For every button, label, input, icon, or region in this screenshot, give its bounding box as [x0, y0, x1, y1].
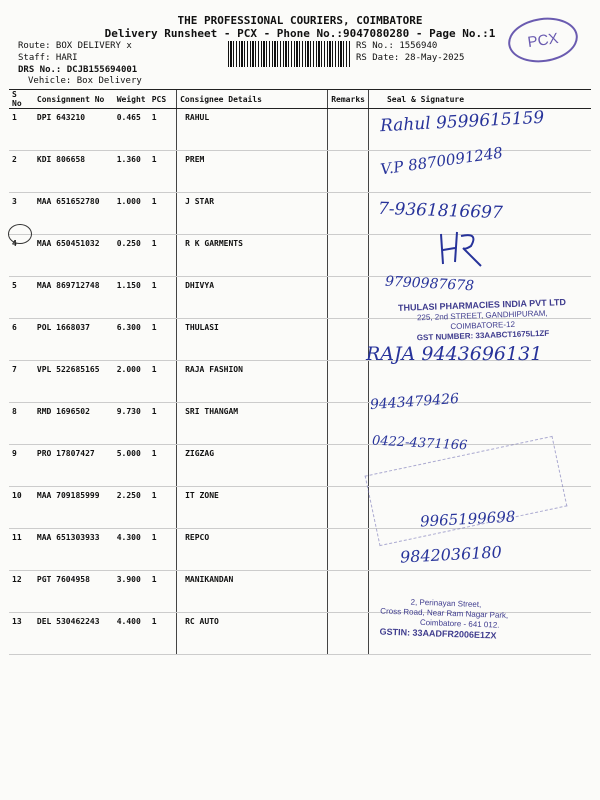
table-row — [9, 529, 591, 571]
cell-pcs: 1 — [149, 487, 177, 529]
col-signature-header: Seal & Signature — [368, 90, 591, 109]
cell-consignee: REPCO — [177, 529, 328, 571]
cell-weight: 4.300 — [114, 529, 149, 571]
cell-pcs: 1 — [149, 193, 177, 235]
cell-consignee: ZIGZAG — [177, 445, 328, 487]
cell-sno: 2 — [9, 151, 34, 193]
cell-consignee: THULASI — [177, 319, 328, 361]
cell-weight: 0.465 — [114, 109, 149, 151]
cell-pcs: 1 — [149, 403, 177, 445]
rs-date: RS Date: 28-May-2025 — [356, 53, 465, 63]
cell-pcs: 1 — [149, 151, 177, 193]
pcx-stamp: PCX — [505, 13, 580, 66]
cell-weight: 3.900 — [114, 571, 149, 613]
cell-remarks — [328, 403, 369, 445]
table-row — [9, 193, 591, 235]
cell-sno: 7 — [9, 361, 34, 403]
signature-dhivya: 9790987678 — [384, 273, 475, 295]
thulasi-stamp: THULASI PHARMACIES INDIA PVT LTD 225, 2nd STREET, GANDHIPURAM, COIMBATORE-12 GST NUMBER: 33AABCT1675L1ZF — [397, 297, 567, 343]
cell-weight: 2.000 — [114, 361, 149, 403]
cell-remarks — [328, 193, 369, 235]
cell-pcs: 1 — [149, 529, 177, 571]
route-label: Route: BOX DELIVERY x — [18, 41, 132, 51]
cell-consignee: RC AUTO — [177, 613, 328, 655]
cell-consignment-no: RMD 1696502 — [34, 403, 114, 445]
cell-remarks — [328, 613, 369, 655]
cell-remarks — [328, 277, 369, 319]
cell-consignee: RAHUL — [177, 109, 328, 151]
cell-pcs: 1 — [149, 445, 177, 487]
runsheet-table — [9, 89, 591, 655]
cell-pcs: 1 — [149, 319, 177, 361]
signature-rk-garments — [435, 228, 495, 268]
col-consignment-header: Consignment No — [34, 90, 114, 109]
cell-consignment-no: MAA 709185999 — [34, 487, 114, 529]
cell-consignment-no: MAA 651652780 — [34, 193, 114, 235]
cell-pcs: 1 — [149, 361, 177, 403]
cell-consignee: R K GARMENTS — [177, 235, 328, 277]
cell-sno: 12 — [9, 571, 34, 613]
signature-prem: V.P 8870091248 — [379, 143, 504, 179]
signature-repco: 9965199698 — [419, 507, 516, 531]
cell-consignee: J STAR — [177, 193, 328, 235]
row-4-circle-mark — [8, 224, 32, 244]
cell-consignee: IT ZONE — [177, 487, 328, 529]
cell-sno: 10 — [9, 487, 34, 529]
cell-remarks — [328, 529, 369, 571]
cell-remarks — [328, 235, 369, 277]
signature-raja: RAJA 9443696131 — [366, 343, 543, 365]
signature-jstar: 7-9361816697 — [377, 198, 504, 224]
cell-consignee: PREM — [177, 151, 328, 193]
signature-rahul: Rahul 9599615159 — [379, 107, 545, 137]
cell-consignment-no: POL 1668037 — [34, 319, 114, 361]
rs-number: RS No.: 1556940 — [356, 41, 438, 51]
cell-sno: 11 — [9, 529, 34, 571]
cell-pcs: 1 — [149, 613, 177, 655]
cell-sno: 4 — [9, 235, 34, 277]
cell-consignee: DHIVYA — [177, 277, 328, 319]
cell-consignee: RAJA FASHION — [177, 361, 328, 403]
table-row — [9, 403, 591, 445]
rc-auto-stamp: 2, Perinayan Street, Cross Road, Near Ram Nagar Park, Coimbatore - 641 012. GSTIN: 33AADFR2006E1ZX — [379, 597, 509, 641]
col-pcs-header: PCS — [149, 90, 177, 109]
cell-consignment-no: PGT 7604958 — [34, 571, 114, 613]
cell-sno: 5 — [9, 277, 34, 319]
cell-sno: 8 — [9, 403, 34, 445]
cell-sno: 6 — [9, 319, 34, 361]
cell-remarks — [328, 109, 369, 151]
cell-weight: 1.150 — [114, 277, 149, 319]
cell-weight: 5.000 — [114, 445, 149, 487]
cell-consignment-no: DPI 643210 — [34, 109, 114, 151]
col-weight-header: Weight — [114, 90, 149, 109]
col-remarks-header: Remarks — [328, 90, 369, 109]
col-sno-header: S No — [9, 90, 34, 109]
signature-zigzag: 0422-4371166 — [371, 433, 468, 454]
cell-pcs: 1 — [149, 235, 177, 277]
cell-weight: 6.300 — [114, 319, 149, 361]
cell-sno: 1 — [9, 109, 34, 151]
cell-consignment-no: PRO 17807427 — [34, 445, 114, 487]
vehicle-label: Vehicle: Box Delivery — [28, 76, 142, 86]
table-header-row — [9, 90, 591, 109]
cell-consignment-no: KDI 806658 — [34, 151, 114, 193]
cell-weight: 0.250 — [114, 235, 149, 277]
table-row — [9, 151, 591, 193]
cell-sno: 3 — [9, 193, 34, 235]
cell-consignee: SRI THANGAM — [177, 403, 328, 445]
cell-weight: 4.400 — [114, 613, 149, 655]
company-title: THE PROFESSIONAL COURIERS, COIMBATORE — [177, 14, 423, 27]
cell-remarks — [328, 445, 369, 487]
signature-manikandan: 9842036180 — [399, 542, 503, 567]
staff-label: Staff: HARI — [18, 53, 78, 63]
cell-remarks — [328, 151, 369, 193]
cell-consignment-no: MAA 651303933 — [34, 529, 114, 571]
cell-pcs: 1 — [149, 277, 177, 319]
barcode — [228, 41, 350, 67]
cell-remarks — [328, 319, 369, 361]
cell-weight: 2.250 — [114, 487, 149, 529]
signature-sri-thangam: 9443479426 — [369, 390, 460, 414]
cell-pcs: 1 — [149, 109, 177, 151]
cell-consignment-no: MAA 650451032 — [34, 235, 114, 277]
cell-weight: 1.360 — [114, 151, 149, 193]
drs-number: DRS No.: DCJB155694001 — [18, 65, 138, 75]
cell-sno: 9 — [9, 445, 34, 487]
cell-remarks — [328, 361, 369, 403]
table-row — [9, 235, 591, 277]
cell-consignment-no: MAA 869712748 — [34, 277, 114, 319]
cell-sno: 13 — [9, 613, 34, 655]
cell-weight: 1.000 — [114, 193, 149, 235]
table-row — [9, 361, 591, 403]
cell-pcs: 1 — [149, 571, 177, 613]
cell-consignment-no: VPL 522685165 — [34, 361, 114, 403]
cell-remarks — [328, 571, 369, 613]
runsheet-subtitle: Delivery Runsheet - PCX - Phone No.:9047080280 - Page No.:1 — [104, 27, 496, 40]
cell-weight: 9.730 — [114, 403, 149, 445]
col-consignee-header: Consignee Details — [177, 90, 328, 109]
cell-consignee: MANIKANDAN — [177, 571, 328, 613]
cell-remarks — [328, 487, 369, 529]
cell-consignment-no: DEL 530462243 — [34, 613, 114, 655]
